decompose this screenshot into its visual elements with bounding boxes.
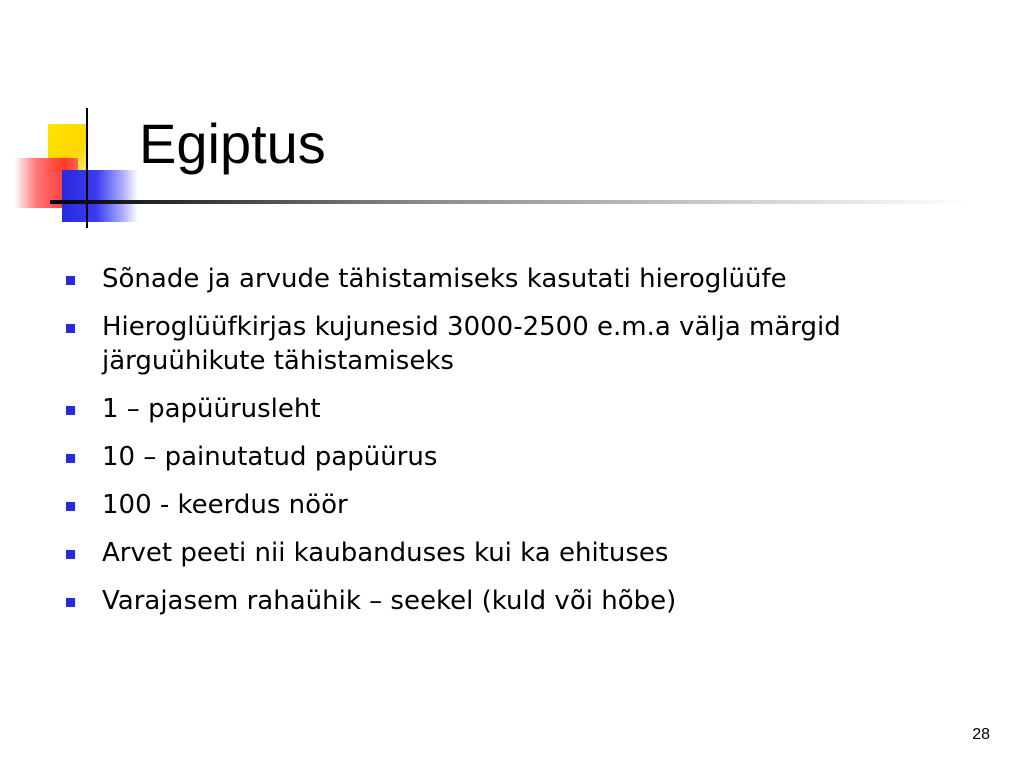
bullet-text: Arvet peeti nii kaubanduses kui ka ehituses	[102, 538, 669, 568]
blue-square	[62, 170, 138, 222]
bullet-list	[62, 262, 982, 632]
square-bullet-icon	[66, 502, 75, 511]
square-bullet-icon	[66, 598, 75, 607]
bullet-item	[62, 584, 982, 618]
bullet-item	[62, 262, 982, 296]
vertical-rule	[86, 108, 88, 228]
bullet-text: Sõnade ja arvude tähistamiseks kasutati hieroglüüfe	[102, 264, 787, 294]
title-underline	[50, 200, 970, 204]
bullet-item	[62, 488, 982, 522]
square-bullet-icon	[66, 550, 75, 559]
bullet-item	[62, 440, 982, 474]
bullet-item	[62, 392, 982, 426]
bullet-item	[62, 310, 982, 378]
square-bullet-icon	[66, 406, 75, 415]
decorative-logo	[0, 0, 160, 240]
square-bullet-icon	[66, 276, 75, 285]
slide-number: 28	[972, 726, 990, 743]
slide-title: Egiptus	[139, 112, 326, 175]
bullet-text: Varajasem rahaühik – seekel (kuld või hõbe)	[102, 586, 677, 616]
square-bullet-icon	[66, 454, 75, 463]
bullet-text: Hieroglüüfkirjas kujunesid 3000-2500 e.m.a välja märgid järguühikute tähistamiseks	[102, 312, 841, 376]
bullet-text: 1 – papüürusleht	[102, 394, 321, 424]
bullet-text: 100 - keerdus nöör	[102, 490, 348, 520]
bullet-text: 10 – painutatud papüürus	[102, 442, 438, 472]
bullet-item	[62, 536, 982, 570]
square-bullet-icon	[66, 324, 75, 333]
